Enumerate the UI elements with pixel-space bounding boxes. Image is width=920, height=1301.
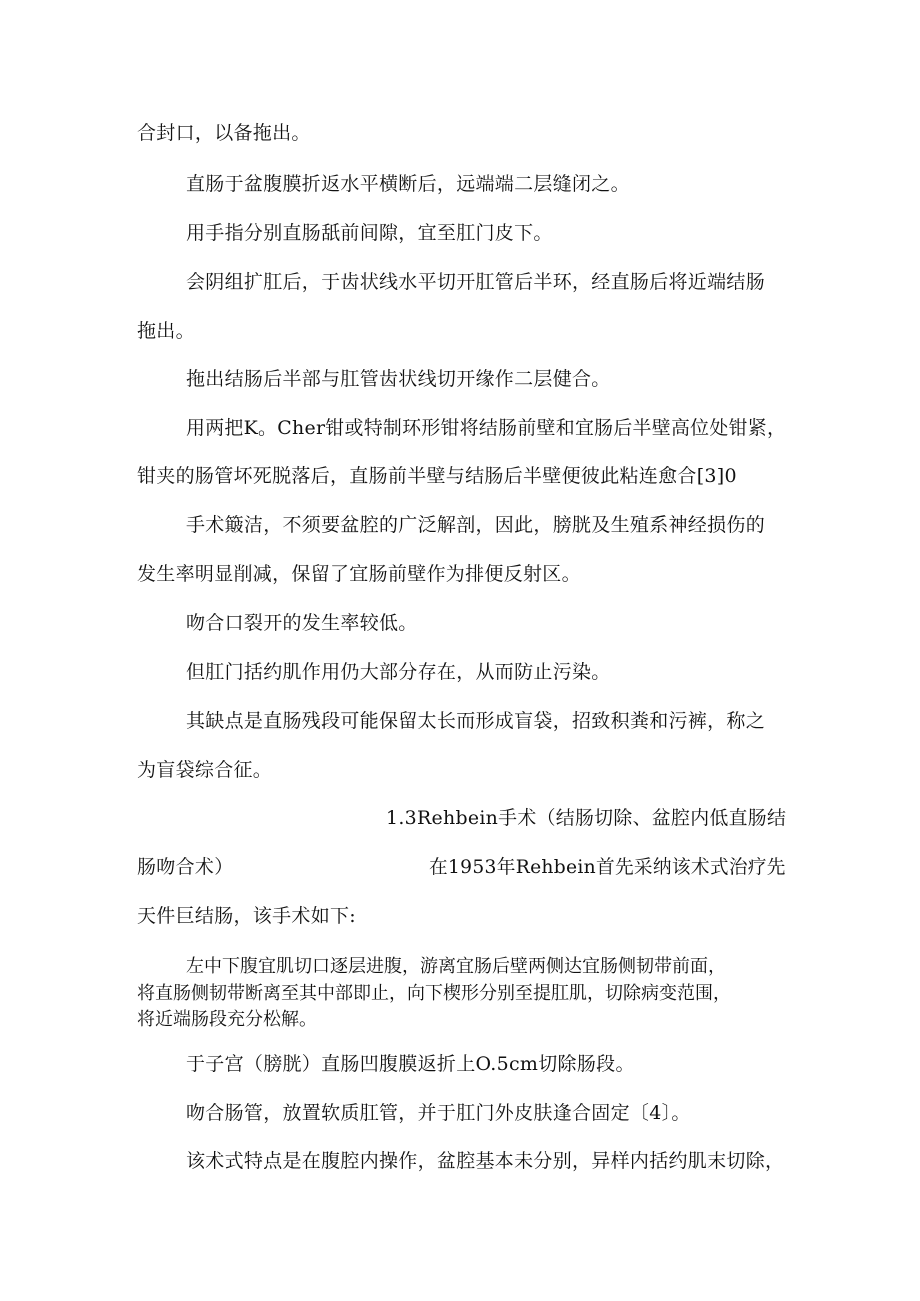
text-line: 拖出结肠后半部与肛管齿状线切开缘作二层健合。 bbox=[186, 368, 611, 390]
text-line: 将近端肠段充分松解。 bbox=[137, 1009, 317, 1030]
text-line: 将直肠侧韧带断离至其中部即止，向下楔形分别至提肛肌，切除病变范围， bbox=[137, 983, 731, 1004]
text-line: 钳夹的肠管坏死脱落后，直肠前半壁与结肠后半壁便彼此粘连愈合[3]0 bbox=[137, 465, 737, 487]
text-line: 于子宫（膀胱）直肠凹腹膜返折上O.5cm切除肠段。 bbox=[186, 1053, 635, 1075]
text-line: 拖出。 bbox=[137, 320, 195, 342]
section-heading: 1.3Rehbein手术（结肠切除、盆腔内低直肠结 bbox=[386, 807, 787, 829]
text-line: 发生率明显削减，保留了宜肠前壁作为排便反射区。 bbox=[137, 563, 581, 585]
text-line: 直肠于盆腹膜折返水平横断后，远端端二层缝闭之。 bbox=[186, 173, 630, 195]
text-line: 吻合口裂开的发生率较低。 bbox=[186, 612, 418, 634]
text-line: 其缺点是直肠残段可能保留太长而形成盲袋，招致积粪和污裤，称之 bbox=[186, 710, 766, 732]
text-line: 合封口，以备拖出。 bbox=[137, 122, 311, 144]
text-line: 左中下腹宜肌切口逐层进腹，游离宜肠后壁两侧达宜肠侧韧带前面， bbox=[186, 956, 726, 977]
text-line: 手术簸洁，不须要盆腔的广泛解剖，因此，膀胱及生殖系神经损伤的 bbox=[186, 514, 766, 536]
section-heading-cont: 肠吻合术） bbox=[137, 856, 234, 878]
text-line: 会阴组扩肛后，于齿状线水平切开肛管后半环，经直肠后将近端结肠 bbox=[186, 271, 766, 293]
text-line: 该术式特点是在腹腔内操作，盆腔基本未分别，异样内括约肌末切除， bbox=[186, 1150, 785, 1172]
text-line: 吻合肠管，放置软质肛管，并于肛门外皮肤逢合固定〔4〕。 bbox=[186, 1102, 691, 1124]
text-line: 在1953年Rehbein首先采纳该术式治疗先 bbox=[429, 856, 786, 878]
text-line: 但肛门括约肌作用仍大部分存在，从而防止污染。 bbox=[186, 661, 611, 683]
text-line: 用手指分别直肠舐前间隙，宜至肛门皮下。 bbox=[186, 222, 553, 244]
text-line: 为盲袋综合征。 bbox=[137, 759, 273, 781]
text-line: 用两把K。Cher钳或特制环形钳将结肠前壁和宜肠后半壁高位处钳紧， bbox=[186, 417, 787, 439]
text-line: 天件巨结肠，该手术如下: bbox=[137, 905, 357, 927]
